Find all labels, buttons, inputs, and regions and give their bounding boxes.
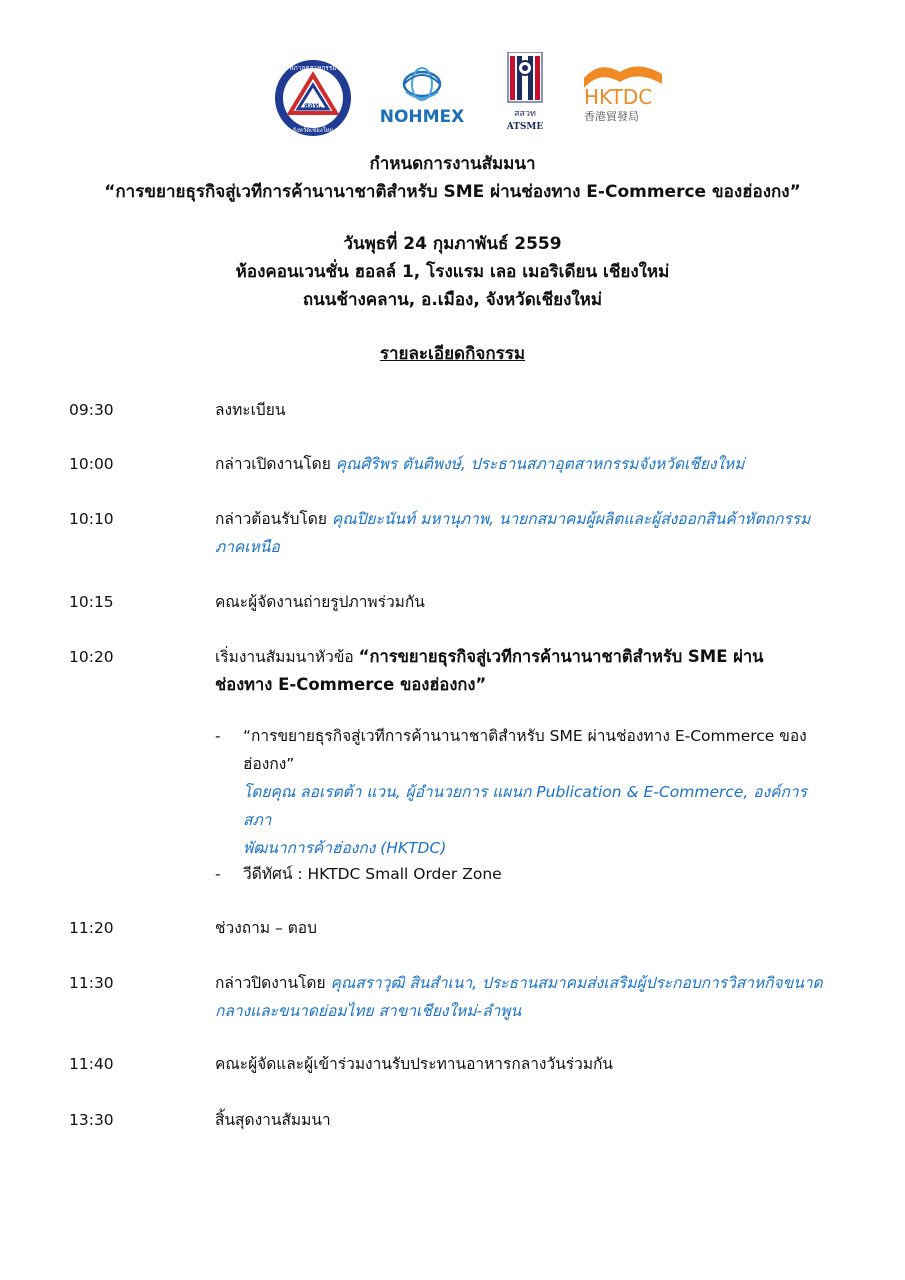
schedule-time: 11:30 bbox=[69, 974, 114, 992]
header-line-2: “การขยายธุรกิจสู่เวทีการค้านานาชาติสำหรับ SME ผ่านช่องทาง E-Commerce ของฮ่องกง” bbox=[104, 182, 801, 202]
atsme-logo bbox=[502, 52, 548, 134]
speaker-name: คุณสราวุฒิ สินสำเนา, ประธานสมาคมส่งเสริมผู้ประกอบการวิสาหกิจขนาด bbox=[330, 974, 823, 992]
schedule-text: เริ่มงานสัมมนาหัวข้อ bbox=[215, 648, 359, 666]
nohmex-logo bbox=[368, 62, 476, 128]
sub-item-title: “การขยายธุรกิจสู่เวทีการค้านานาชาติสำหรับ SME ผ่านช่องทาง E-Commerce ของ bbox=[243, 727, 807, 745]
schedule-text: ลงทะเบียน bbox=[215, 401, 286, 419]
section-heading: รายละเอียดกิจกรรม bbox=[379, 344, 526, 364]
hktdc-logo bbox=[580, 54, 666, 124]
sub-item-title-continued: ฮ่องกง” bbox=[243, 755, 295, 773]
bullet-dash: - bbox=[215, 865, 221, 883]
schedule-text: กล่าวปิดงานโดย bbox=[215, 974, 331, 992]
schedule-time: 09:30 bbox=[69, 401, 114, 419]
schedule-time: 11:20 bbox=[69, 919, 114, 937]
schedule-text-block bbox=[215, 450, 835, 478]
schedule-text: ช่วงถาม – ตอบ bbox=[215, 919, 317, 937]
speaker-name: คุณปิยะนันท์ มหานุภาพ, นายกสมาคมผู้ผลิตและผู้ส่งออกสินค้าหัตถกรรม bbox=[331, 510, 811, 528]
sub-item-title: วีดีทัศน์ : HKTDC Small Order Zone bbox=[243, 865, 502, 883]
schedule-text: กล่าวเปิดงานโดย bbox=[215, 455, 336, 473]
bullet-dash: - bbox=[215, 727, 221, 745]
speaker-name: คุณศิริพร ตันติพงษ์, ประธานสภาอุตสาหกรรมจังหวัดเชียงใหม่ bbox=[335, 455, 745, 473]
sub-item-speaker: โดยคุณ ลอเรตต้า แวน, ผู้อำนวยการ แผนก Publication & E-Commerce, องค์การสภา bbox=[243, 783, 807, 829]
atsme-text: ATSME bbox=[506, 122, 544, 132]
sub-item-speaker-continued: พัฒนาการค้าฮ่องกง (HKTDC) bbox=[243, 839, 447, 857]
header-event-info bbox=[0, 230, 905, 314]
fti-center-text: สอท. bbox=[304, 101, 322, 110]
speaker-name-continued: ภาคเหนือ bbox=[215, 538, 280, 556]
sub-item-body bbox=[243, 722, 833, 862]
schedule-time: 10:00 bbox=[69, 455, 114, 473]
sub-item-body bbox=[243, 860, 833, 888]
fti-bottom-text: จังหวัดเชียงใหม่ bbox=[292, 127, 334, 134]
schedule-time: 10:15 bbox=[69, 593, 114, 611]
logo-bar bbox=[0, 52, 905, 142]
hktdc-chinese-text: 香港貿發局 bbox=[584, 110, 639, 123]
atsme-thai-text: สสวท bbox=[514, 109, 536, 119]
schedule-time: 11:40 bbox=[69, 1055, 114, 1073]
schedule-text-block bbox=[215, 505, 835, 561]
event-address: ถนนช้างคลาน, อ.เมือง, จังหวัดเชียงใหม่ bbox=[302, 290, 603, 310]
event-venue: ห้องคอนเวนชั่น ฮอลล์ 1, โรงแรม เลอ เมอริเดียน เชียงใหม่ bbox=[235, 262, 670, 282]
schedule-text-block bbox=[215, 643, 835, 699]
seminar-title: “การขยายธุรกิจสู่เวทีการค้านานาชาติสำหรับ SME ผ่าน bbox=[358, 647, 764, 666]
schedule-text: คณะผู้จัดงานถ่ายรูปภาพร่วมกัน bbox=[215, 593, 425, 611]
hktdc-text: HKTDC bbox=[584, 85, 653, 109]
speaker-name-continued: กลางและขนาดย่อมไทย สาขาเชียงใหม่-ลำพูน bbox=[215, 1002, 522, 1020]
schedule-text: กล่าวต้อนรับโดย bbox=[215, 510, 332, 528]
schedule-time: 10:10 bbox=[69, 510, 114, 528]
nohmex-text: NOHMEX bbox=[379, 107, 465, 127]
header-line-1: กำหนดการงานสัมมนา bbox=[369, 154, 536, 174]
schedule-time: 13:30 bbox=[69, 1111, 114, 1129]
schedule-text: สิ้นสุดงานสัมมนา bbox=[215, 1111, 331, 1129]
event-date: วันพุธที่ 24 กุมภาพันธ์ 2559 bbox=[343, 234, 562, 254]
header-title-block bbox=[0, 150, 905, 206]
schedule-text: คณะผู้จัดและผู้เข้าร่วมงานรับประทานอาหารกลางวันร่วมกัน bbox=[215, 1055, 614, 1073]
schedule-time: 10:20 bbox=[69, 648, 114, 666]
fti-chiangmai-logo bbox=[273, 58, 353, 138]
schedule-text-block bbox=[215, 969, 835, 1025]
fti-top-text: สภาอุตสาหกรรม bbox=[289, 64, 337, 72]
seminar-title-continued: ช่องทาง E-Commerce ของฮ่องกง” bbox=[215, 675, 487, 694]
